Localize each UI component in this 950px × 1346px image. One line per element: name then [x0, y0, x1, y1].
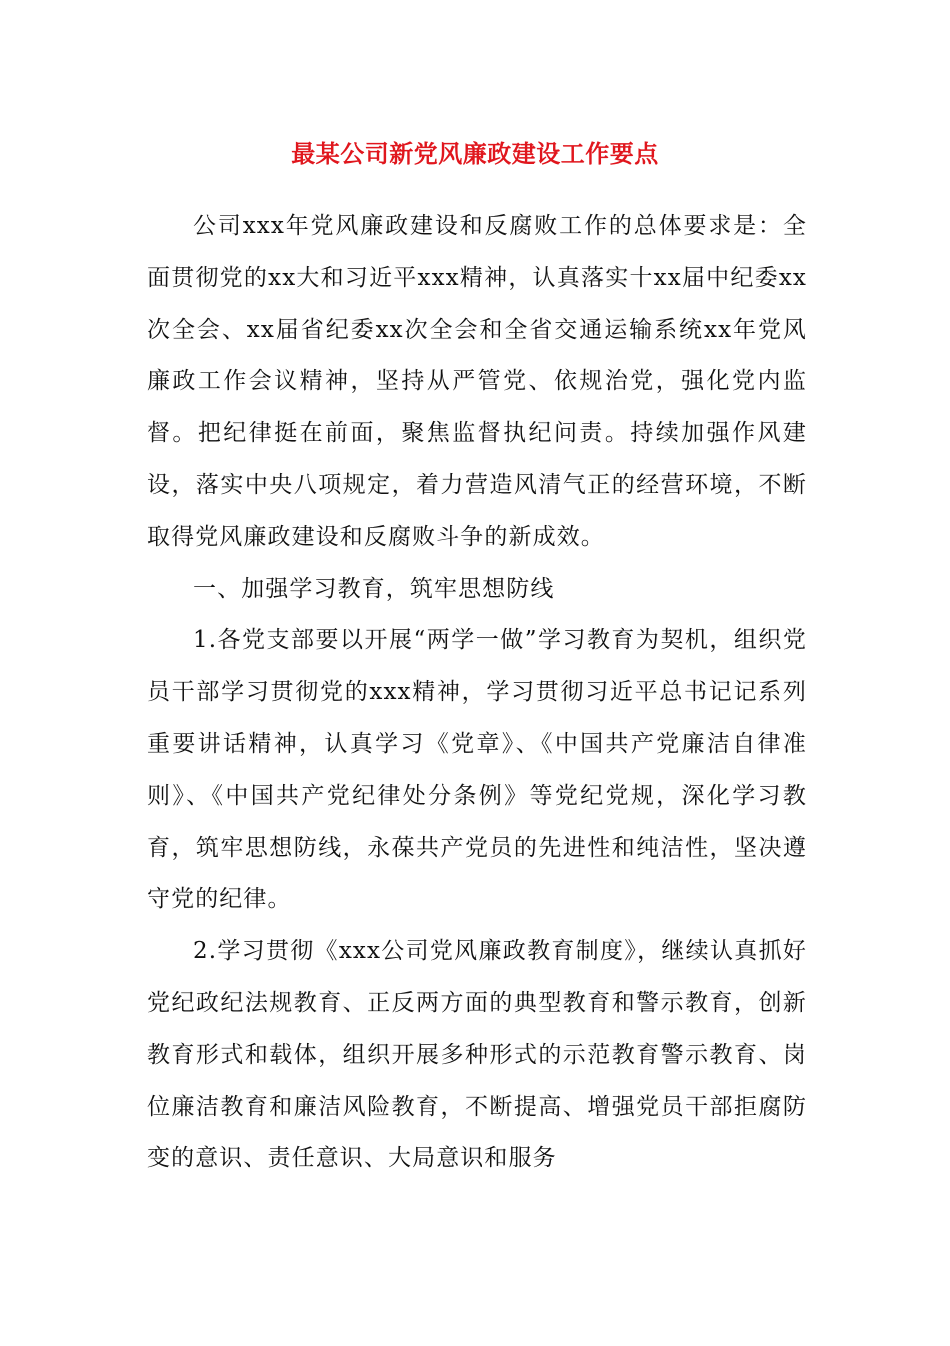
- document-body: [147, 201, 807, 1185]
- item-paragraph-2: 2.学习贯彻《xxx公司党风廉政教育制度》，继续认真抓好党纪政纪法规教育、正反两方面的典型教育和警示教育，创新教育形式和载体，组织开展多种形式的示范教育警示教育、岗位廉洁教育和廉洁风险教育，不断提高、增强党员干部拒腐防变的意识、责任意识、大局意识和服务: [147, 938, 807, 1172]
- document-title: 最某公司新党风廉政建设工作要点: [291, 139, 659, 168]
- item-paragraph-1: 1.各党支部要以开展“两学一做”学习教育为契机，组织党员干部学习贯彻党的xxx精神，学习贯彻习近平总书记记系列重要讲话精神，认真学习《党章》、《中国共产党廉洁自律准则》、《中国共产党纪律处分条例》等党纪党规，深化学习教育，筑牢思想防线，永葆共产党员的先进性和纯洁性，坚决遵守党的纪律。: [147, 627, 807, 913]
- intro-paragraph: 公司xxx年党风廉政建设和反腐败工作的总体要求是：全面贯彻党的xx大和习近平xxx精神，认真落实十xx届中纪委xx次全会、xx届省纪委xx次全会和全省交通运输系统xx年党风廉政工作会议精神，坚持从严管党、依规治党，强化党内监督。把纪律挺在前面，聚焦监督执纪问责。持续加强作风建设，落实中央八项规定，着力营造风清气正的经营环境，不断取得党风廉政建设和反腐败斗争的新成效。: [147, 213, 807, 550]
- section-heading: 一、加强学习教育，筑牢思想防线: [193, 575, 555, 602]
